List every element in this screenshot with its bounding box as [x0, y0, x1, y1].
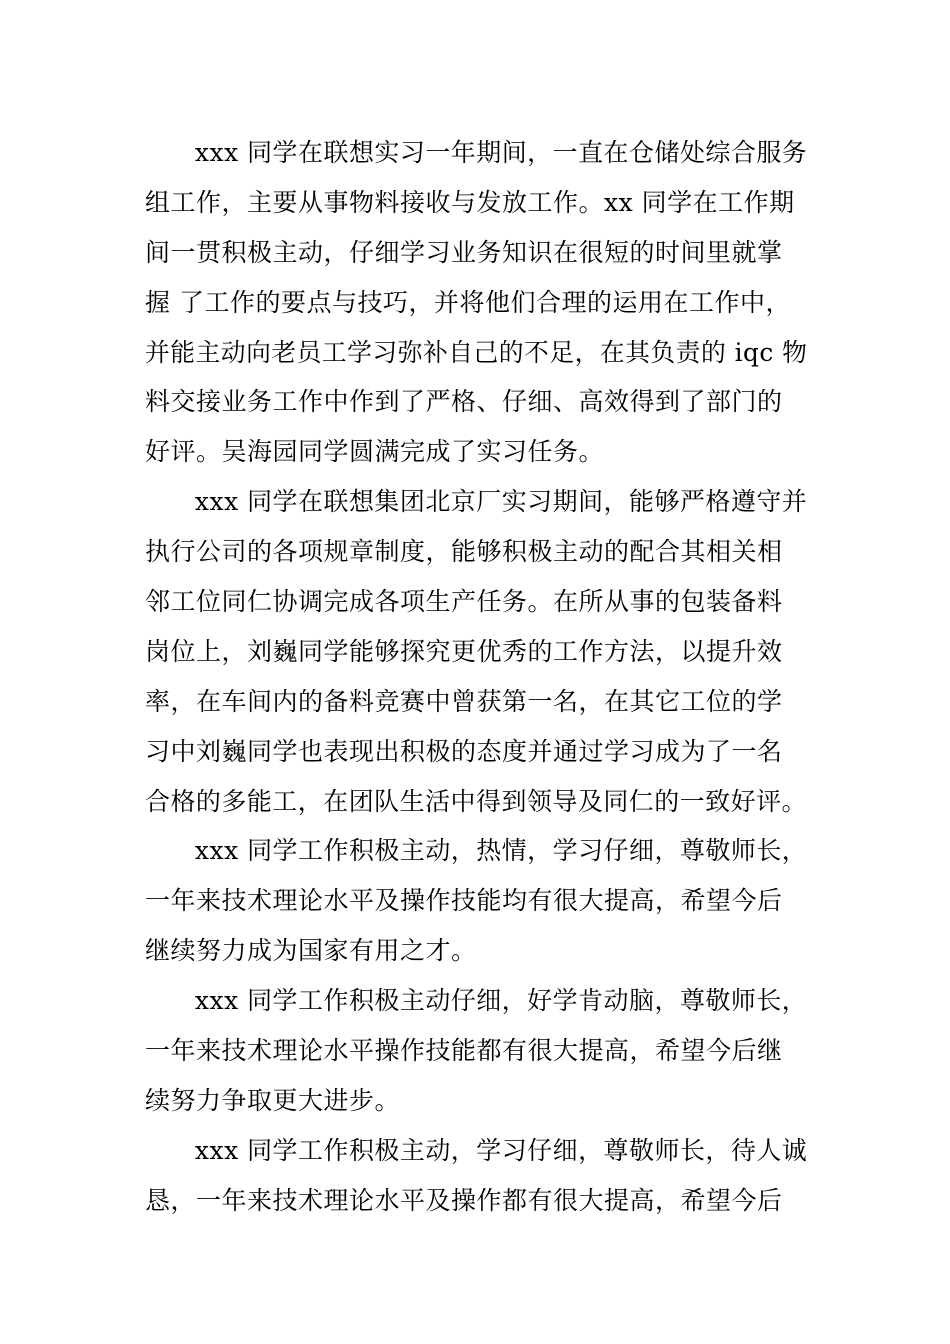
text-line: 继续努力成为国家有用之才。 [145, 936, 477, 966]
text-line: xxx 同学工作积极主动，学习仔细，尊敬师长，待人诚 [194, 1135, 808, 1165]
text-line: 一年来技术理论水平及操作技能均有很大提高，希望今后 [145, 886, 783, 916]
text-line: 岗位上，刘巍同学能够探究更优秀的工作方法，以提升效 [145, 636, 783, 666]
document-page [145, 128, 807, 1226]
text-line: 握 了工作的要点与技巧，并将他们合理的运用在工作中， [145, 287, 791, 317]
text-line: xxx 同学在联想集团北京厂实习期间，能够严格遵守并 [194, 487, 808, 517]
text-line: xxx 同学工作积极主动仔细，好学肯动脑，尊敬师长， [194, 986, 808, 1016]
text-line: 一年来技术理论水平操作技能都有很大提高，希望今后继 [145, 1036, 783, 1066]
text-line: 邻工位同仁协调完成各项生产任务。在所从事的包装备料 [145, 587, 783, 617]
text-line: 合格的多能工，在团队生活中得到领导及同仁的一致好评。 [145, 786, 808, 816]
paragraph-1 [145, 128, 807, 477]
text-line: 续努力争取更大进步。 [145, 1085, 401, 1115]
text-line: 率，在车间内的备料竞赛中曾获第一名，在其它工位的学 [145, 686, 783, 716]
text-line: xxx 同学在联想实习一年期间，一直在仓储处综合服务 [194, 138, 808, 167]
paragraph-5 [145, 1126, 807, 1226]
paragraph-3 [145, 826, 807, 976]
paragraph-2 [145, 477, 807, 826]
text-line: 组工作，主要从事物料接收与发放工作。xx 同学在工作期 [145, 187, 795, 217]
text-line: 习中刘巍同学也表现出积极的态度并通过学习成为了一名 [145, 736, 783, 766]
text-line: 料交接业务工作中作到了严格、仔细、高效得到了部门的 [145, 387, 783, 417]
paragraph-4 [145, 976, 807, 1126]
text-line: 执行公司的各项规章制度，能够积极主动的配合其相关相 [145, 537, 783, 567]
text-line: 好评。吴海园同学圆满完成了实习任务。 [145, 437, 605, 467]
text-line: 间一贯积极主动，仔细学习业务知识在很短的时间里就掌 [145, 237, 783, 267]
text-line: xxx 同学工作积极主动，热情，学习仔细，尊敬师长， [194, 836, 808, 866]
text-line: 并能主动向老员工学习弥补自己的不足，在其负责的 iqc 物 [145, 337, 808, 367]
text-line: 恳，一年来技术理论水平及操作都有很大提高，希望今后 [145, 1185, 783, 1215]
